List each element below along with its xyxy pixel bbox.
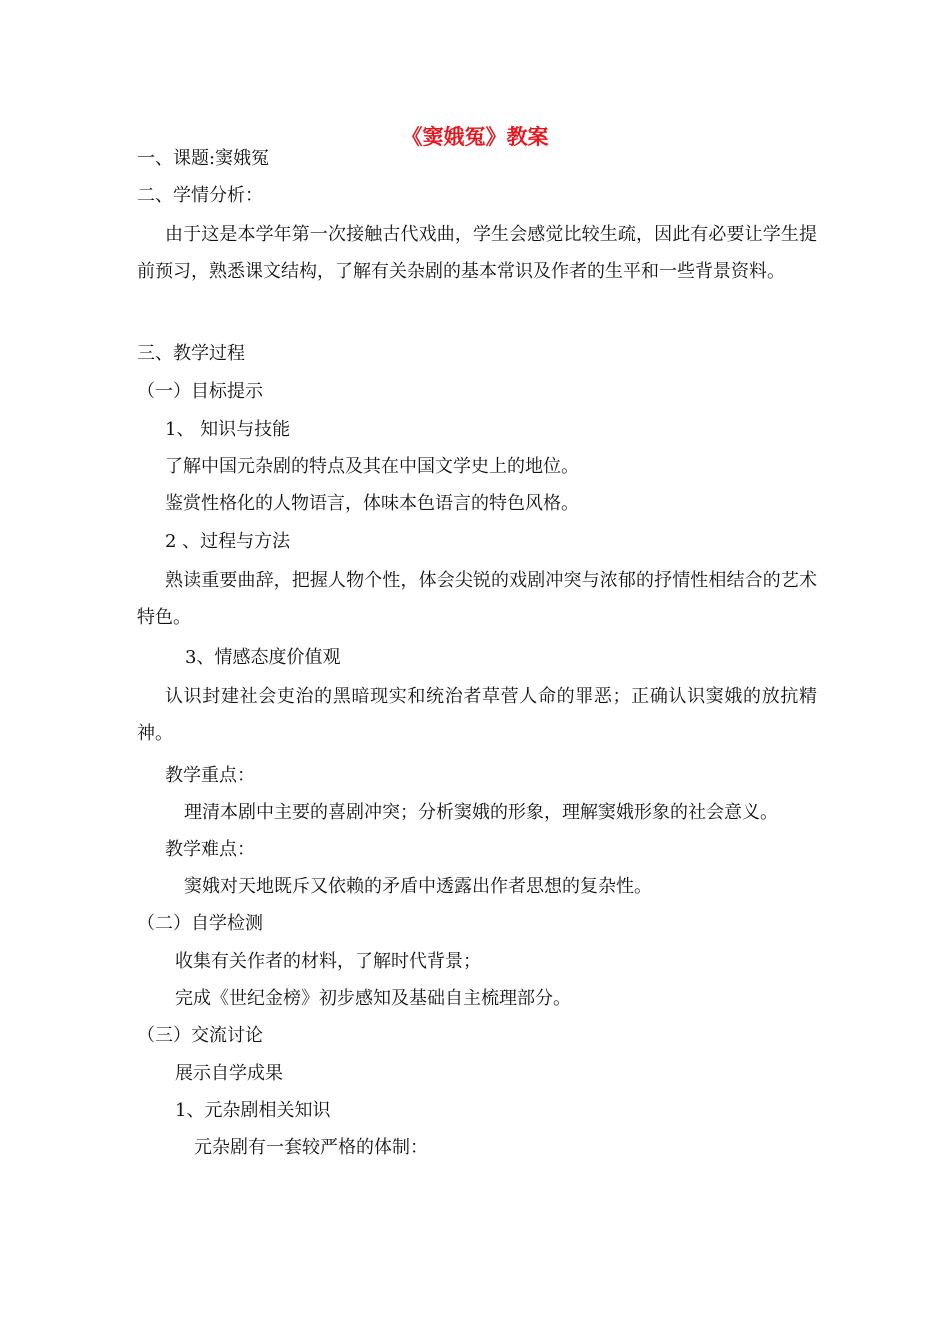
key-points-text: 理清本剧中主要的喜剧冲突；分析窦娥的形象，理解窦娥形象的社会意义。: [184, 802, 778, 823]
subsection-self-test: （二）自学检测: [137, 913, 263, 934]
goal-knowledge-item-2: 鉴赏性格化的人物语言，体味本色语言的特色风格。: [165, 493, 579, 514]
self-test-item-2: 完成《世纪金榜》初步感知及基础自主梳理部分。: [175, 988, 571, 1009]
section-teaching-process: 三、教学过程: [137, 343, 245, 364]
section-student-analysis: 二、学情分析：: [137, 185, 263, 206]
self-test-item-1: 收集有关作者的材料，了解时代背景；: [175, 951, 481, 972]
goal-knowledge-item-1: 了解中国元杂剧的特点及其在中国文学史上的地位。: [165, 456, 579, 477]
difficult-points-label: 教学难点：: [165, 839, 255, 860]
paragraph-process-method: 熟读重要曲辞，把握人物个性，体会尖锐的戏剧冲突与浓郁的抒情性相结合的艺术特色。: [137, 570, 817, 628]
paragraph-student-analysis: 由于这是本学年第一次接触古代戏曲，学生会感觉比较生疏，因此有必要让学生提前预习，熟悉课文结构，了解有关杂剧的基本常识及作者的生平和一些背景资料。: [137, 224, 817, 282]
discussion-zaju-knowledge: 1、元杂剧相关知识: [175, 1100, 331, 1121]
goal-knowledge-skills: 1、 知识与技能: [165, 419, 291, 440]
discussion-zaju-system: 元杂剧有一套较严格的体制：: [194, 1137, 428, 1158]
section-topic: 一、课题:窦娥冤: [137, 148, 270, 169]
key-points-label: 教学重点：: [165, 765, 255, 786]
goal-process-method: 2 、过程与方法: [165, 531, 291, 552]
paragraph-emotion-values: 认识封建社会吏治的黑暗现实和统治者草菅人命的罪恶；正确认识窦娥的放抗精神。: [137, 686, 817, 744]
subsection-goals: （一）目标提示: [137, 381, 263, 402]
subsection-discussion: （三）交流讨论: [137, 1025, 263, 1046]
goal-emotion-values: 3、情感态度价值观: [185, 647, 341, 668]
document-title: 《窦娥冤》教案: [401, 124, 549, 149]
discussion-show-results: 展示自学成果: [175, 1063, 283, 1084]
difficult-points-text: 窦娥对天地既斥又依赖的矛盾中透露出作者思想的复杂性。: [184, 876, 652, 897]
